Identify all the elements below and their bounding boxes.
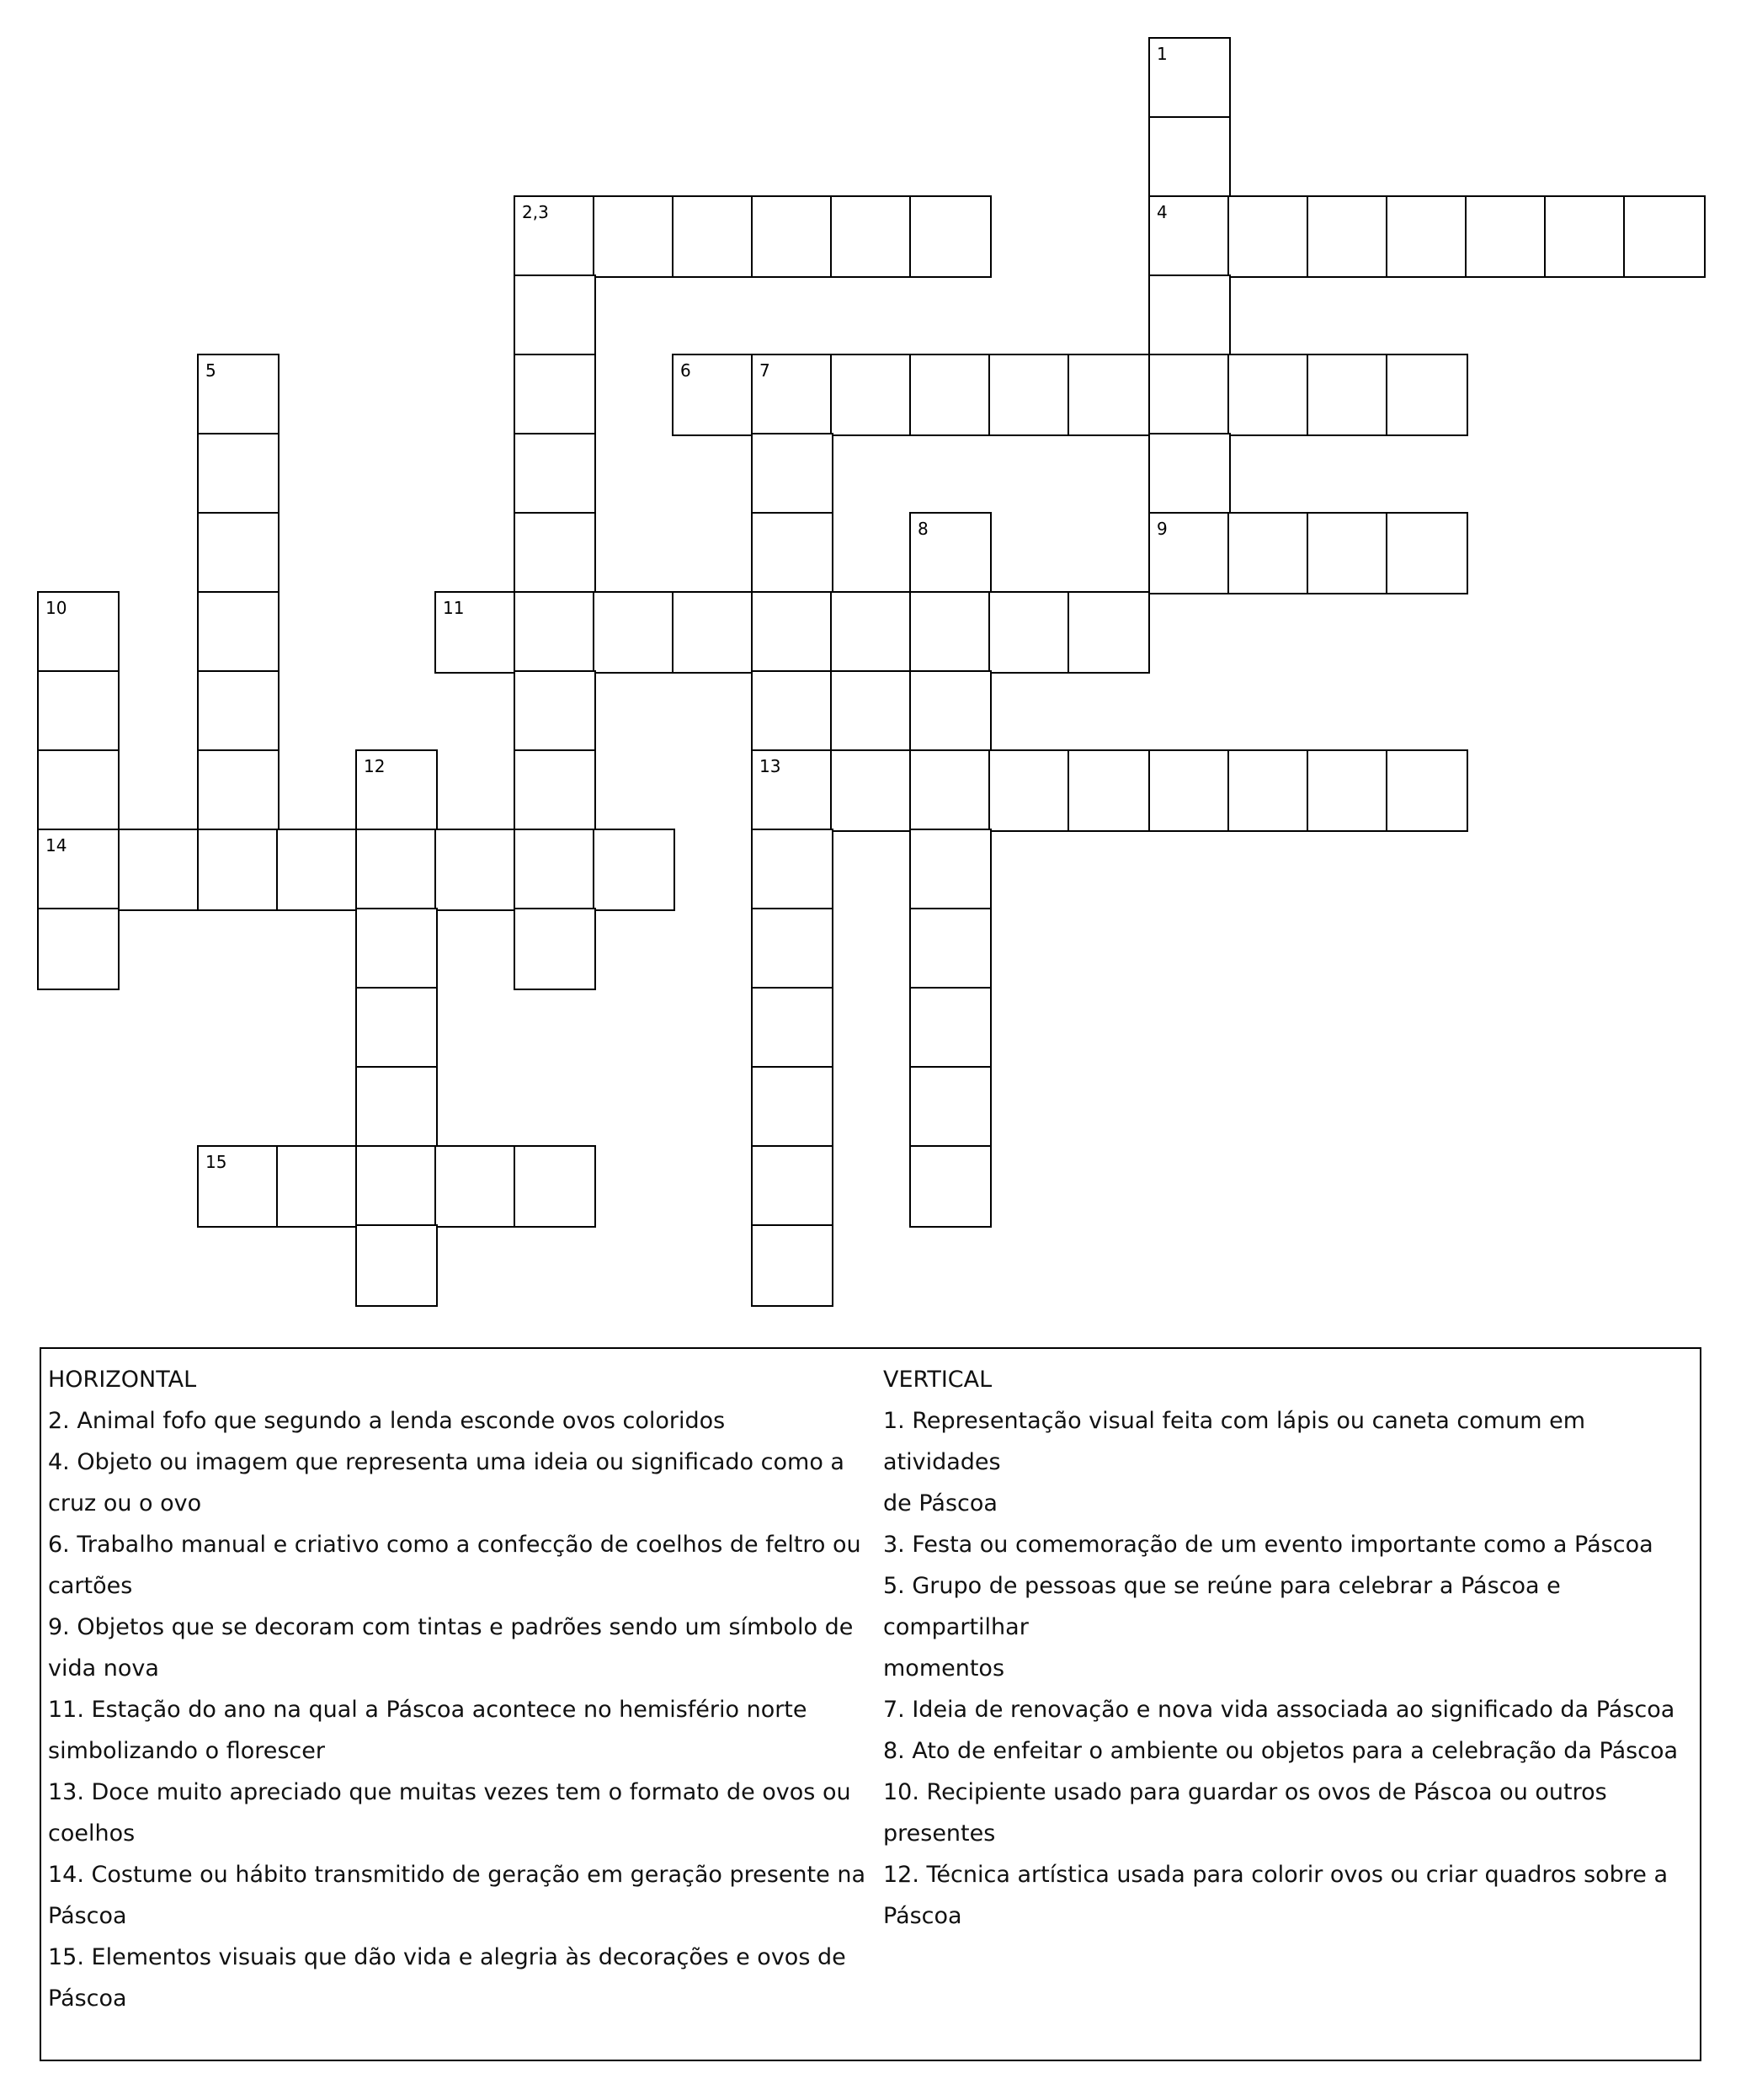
clue-line: 3. Festa ou comemoração de um evento importante como a Páscoa	[883, 1532, 1653, 1558]
crossword-cell[interactable]	[751, 670, 833, 753]
clue-line: de Páscoa	[883, 1490, 998, 1516]
crossword-cell[interactable]	[514, 749, 596, 832]
clue-line: Páscoa	[883, 1903, 962, 1929]
clue-line: cartões	[48, 1573, 133, 1599]
clue-line: 4. Objeto ou imagem que representa uma ideia ou significado como a	[48, 1449, 844, 1475]
crossword-cell[interactable]	[672, 195, 754, 278]
crossword-cell[interactable]	[1148, 274, 1231, 357]
crossword-cell[interactable]	[830, 195, 913, 278]
crossword-cell[interactable]	[830, 749, 913, 832]
crossword-cell[interactable]	[988, 591, 1071, 674]
clue-line: 8. Ato de enfeitar o ambiente ou objetos para a celebração da Páscoa	[883, 1738, 1679, 1764]
crossword-cell[interactable]	[1067, 354, 1150, 436]
crossword-cell[interactable]	[751, 1224, 833, 1307]
clue-line: coelhos	[48, 1820, 136, 1847]
crossword-cell[interactable]	[1148, 512, 1231, 594]
crossword-cell[interactable]	[434, 1145, 517, 1228]
crossword-cell[interactable]	[909, 1145, 992, 1228]
clues-box	[40, 1347, 1701, 2061]
crossword-cell[interactable]	[593, 591, 675, 674]
clue-line: 7. Ideia de renovação e nova vida associada ao significado da Páscoa	[883, 1697, 1675, 1723]
crossword-cell[interactable]	[1148, 354, 1231, 436]
vertical-heading: VERTICAL	[883, 1367, 993, 1393]
crossword-cell[interactable]	[355, 987, 438, 1069]
crossword-cell[interactable]	[672, 591, 754, 674]
crossword-cell[interactable]	[197, 512, 280, 594]
crossword-cell[interactable]	[37, 829, 120, 911]
clue-line: 9. Objetos que se decoram com tintas e padrões sendo um símbolo de	[48, 1614, 854, 1640]
clue-number: 6	[680, 360, 691, 381]
clue-line: 5. Grupo de pessoas que se reúne para celebrar a Páscoa e compartilhar	[883, 1573, 1561, 1640]
crossword-cell[interactable]	[751, 829, 833, 911]
crossword-cell[interactable]	[1386, 195, 1468, 278]
clue-number: 2,3	[522, 202, 549, 222]
crossword-cell[interactable]	[276, 829, 359, 911]
crossword-cell[interactable]	[593, 829, 675, 911]
clue-line: 13. Doce muito apreciado que muitas vezes tem o formato de ovos ou	[48, 1779, 851, 1805]
crossword-cell[interactable]	[909, 670, 992, 753]
crossword-cell[interactable]	[1227, 195, 1310, 278]
crossword-cell[interactable]	[514, 354, 596, 436]
crossword-cell[interactable]	[751, 749, 833, 832]
crossword-cell[interactable]	[909, 829, 992, 911]
crossword-cell[interactable]	[355, 1066, 438, 1149]
crossword-cell[interactable]	[909, 987, 992, 1069]
crossword-cell[interactable]	[751, 591, 833, 674]
crossword-cell[interactable]	[197, 670, 280, 753]
horizontal-clue-list	[48, 1400, 881, 2019]
crossword-cell[interactable]	[514, 670, 596, 753]
crossword-cell[interactable]	[118, 829, 200, 911]
clue-number: 9	[1157, 519, 1168, 539]
crossword-cell[interactable]	[1067, 749, 1150, 832]
crossword-cell[interactable]	[909, 512, 992, 594]
crossword-cell[interactable]	[830, 354, 913, 436]
crossword-cell[interactable]	[1544, 195, 1627, 278]
crossword-cell[interactable]	[751, 195, 833, 278]
crossword-cell[interactable]	[1307, 512, 1389, 594]
clue-line: 6. Trabalho manual e criativo como a confecção de coelhos de feltro ou	[48, 1532, 861, 1558]
clue-number: 12	[364, 756, 386, 776]
crossword-cell[interactable]	[514, 512, 596, 594]
clue-line: 1. Representação visual feita com lápis ou caneta comum em atividades	[883, 1408, 1585, 1475]
crossword-cell[interactable]	[1307, 749, 1389, 832]
crossword-cell[interactable]	[1386, 749, 1468, 832]
crossword-cell[interactable]	[988, 354, 1071, 436]
clue-number: 5	[205, 360, 216, 381]
crossword-cell[interactable]	[276, 1145, 359, 1228]
crossword-cell[interactable]	[751, 512, 833, 594]
clue-line: 10. Recipiente usado para guardar os ovos de Páscoa ou outros	[883, 1779, 1607, 1805]
crossword-cell[interactable]	[355, 829, 438, 911]
crossword-cell[interactable]	[909, 591, 992, 674]
crossword-cell[interactable]	[197, 433, 280, 515]
crossword-cell[interactable]	[1227, 749, 1310, 832]
clue-number: 11	[443, 598, 465, 618]
crossword-cell[interactable]	[909, 908, 992, 990]
clue-line: simbolizando o florescer	[48, 1738, 325, 1764]
clue-number: 13	[759, 756, 781, 776]
clue-line: 15. Elementos visuais que dão vida e alegria às decorações e ovos de	[48, 1944, 846, 1970]
crossword-cell[interactable]	[909, 354, 992, 436]
crossword-cell[interactable]	[514, 195, 596, 278]
crossword-cell[interactable]	[355, 1145, 438, 1228]
crossword-cell[interactable]	[672, 354, 754, 436]
crossword-cell[interactable]	[355, 908, 438, 990]
horizontal-heading: HORIZONTAL	[48, 1367, 197, 1393]
clue-line: 12. Técnica artística usada para colorir ovos ou criar quadros sobre a	[883, 1862, 1669, 1888]
crossword-cell[interactable]	[751, 433, 833, 515]
crossword-cell[interactable]	[1307, 195, 1389, 278]
crossword-cell[interactable]	[1148, 749, 1231, 832]
crossword-cell[interactable]	[1148, 37, 1231, 120]
clue-line: vida nova	[48, 1655, 159, 1682]
clue-line: momentos	[883, 1655, 1005, 1682]
crossword-cell[interactable]	[909, 195, 992, 278]
clue-number: 1	[1157, 44, 1168, 64]
crossword-cell[interactable]	[1623, 195, 1706, 278]
crossword-cell[interactable]	[751, 1145, 833, 1228]
crossword-cell[interactable]	[988, 749, 1071, 832]
clue-line: 11. Estação do ano na qual a Páscoa acontece no hemisfério norte	[48, 1697, 807, 1723]
crossword-cell[interactable]	[1148, 116, 1231, 199]
crossword-cell[interactable]	[37, 670, 120, 753]
crossword-cell[interactable]	[909, 749, 992, 832]
crossword-cell[interactable]	[751, 354, 833, 436]
crossword-cell[interactable]	[830, 670, 913, 753]
crossword-cell[interactable]	[1227, 354, 1310, 436]
crossword-cell[interactable]	[830, 591, 913, 674]
crossword-cell[interactable]	[1148, 433, 1231, 515]
crossword-cell[interactable]	[197, 591, 280, 674]
crossword-cell[interactable]	[751, 987, 833, 1069]
crossword-cell[interactable]	[514, 591, 596, 674]
vertical-clue-list	[883, 1400, 1700, 1937]
crossword-cell[interactable]	[197, 1145, 280, 1228]
crossword-cell[interactable]	[37, 908, 120, 990]
clue-number: 7	[759, 360, 770, 381]
clue-line: Páscoa	[48, 1985, 127, 2012]
vertical-clues	[883, 1359, 1700, 1937]
crossword-cell[interactable]	[1227, 512, 1310, 594]
crossword-cell[interactable]	[514, 274, 596, 357]
crossword-cell[interactable]	[514, 1145, 596, 1228]
crossword-cell[interactable]	[434, 591, 517, 674]
crossword-cell[interactable]	[514, 908, 596, 990]
crossword-cell[interactable]	[355, 749, 438, 832]
crossword-cell[interactable]	[593, 195, 675, 278]
crossword-cell[interactable]	[1465, 195, 1547, 278]
clue-number: 14	[45, 835, 67, 855]
clue-line: presentes	[883, 1820, 996, 1847]
crossword-cell[interactable]	[197, 749, 280, 832]
crossword-cell[interactable]	[1386, 354, 1468, 436]
crossword-cell[interactable]	[751, 908, 833, 990]
clue-number: 4	[1157, 202, 1168, 222]
clue-line: Páscoa	[48, 1903, 127, 1929]
crossword-cell[interactable]	[37, 591, 120, 674]
clue-line: cruz ou o ovo	[48, 1490, 202, 1516]
horizontal-clues	[48, 1359, 881, 2019]
crossword-cell[interactable]	[909, 1066, 992, 1149]
crossword-cell[interactable]	[197, 829, 280, 911]
crossword-cell[interactable]	[434, 829, 517, 911]
crossword-cell[interactable]	[514, 433, 596, 515]
clue-line: 14. Costume ou hábito transmitido de geração em geração presente na	[48, 1862, 865, 1888]
crossword-cell[interactable]	[355, 1224, 438, 1307]
crossword-cell[interactable]	[37, 749, 120, 832]
crossword-cell[interactable]	[1307, 354, 1389, 436]
clue-line: 2. Animal fofo que segundo a lenda esconde ovos coloridos	[48, 1408, 726, 1434]
crossword-cell[interactable]	[514, 829, 596, 911]
crossword-cell[interactable]	[197, 354, 280, 436]
crossword-cell[interactable]	[751, 1066, 833, 1149]
crossword-cell[interactable]	[1067, 591, 1150, 674]
clue-number: 10	[45, 598, 67, 618]
crossword-cell[interactable]	[1386, 512, 1468, 594]
crossword-cell[interactable]	[1148, 195, 1231, 278]
clue-number: 15	[205, 1152, 227, 1172]
clue-number: 8	[918, 519, 929, 539]
